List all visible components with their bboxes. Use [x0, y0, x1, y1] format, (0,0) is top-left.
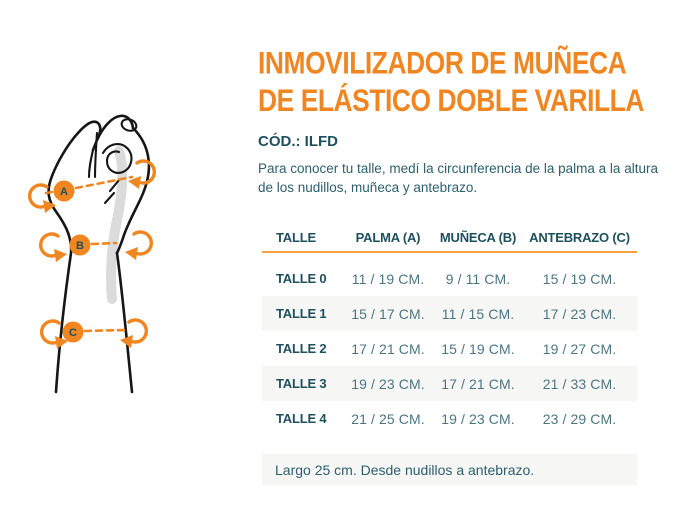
cell-antebrazo: 19 / 27 CM.	[542, 340, 617, 357]
title-line-2: DE ELÁSTICO DOBLE VARILLA	[258, 83, 644, 119]
cell-antebrazo: 23 / 29 CM.	[542, 410, 617, 427]
size-table-header-row	[262, 223, 637, 253]
rotation-arrow-icon	[125, 232, 151, 260]
hand-measurement-illustration	[15, 103, 230, 403]
cell-talle: TALLE 4	[276, 411, 327, 426]
measurement-dashes-c	[85, 330, 126, 331]
size-table-body	[262, 261, 637, 436]
header-muneca: MUÑECA (B)	[439, 229, 517, 245]
table-row	[262, 331, 637, 366]
product-code: CÓD.: ILFD	[258, 133, 338, 150]
marker-a-label: A	[60, 186, 68, 198]
marker-c-label: C	[69, 327, 77, 339]
cell-talle: TALLE 0	[276, 271, 327, 286]
cell-talle: TALLE 1	[276, 306, 327, 321]
cell-antebrazo: 21 / 33 CM.	[542, 375, 617, 392]
cell-muneca: 11 / 15 CM.	[441, 305, 515, 322]
length-note: Largo 25 cm. Desde nudillos a antebrazo.	[262, 454, 637, 485]
header-antebrazo: ANTEBRAZO (C)	[529, 229, 630, 245]
cell-muneca: 17 / 21 CM.	[441, 375, 515, 392]
table-row	[262, 366, 637, 401]
cell-talle: TALLE 3	[276, 376, 327, 391]
measurement-b	[41, 232, 152, 262]
table-row	[262, 401, 637, 436]
header-palma: PALMA (A)	[355, 229, 421, 245]
cell-muneca: 15 / 19 CM.	[441, 340, 515, 357]
page-title	[258, 45, 644, 121]
cell-muneca: 9 / 11 CM.	[445, 270, 511, 287]
rotation-arrow-icon	[41, 234, 67, 262]
cell-palma: 11 / 19 CM.	[351, 270, 425, 287]
size-table	[262, 223, 637, 436]
cell-antebrazo: 15 / 19 CM.	[542, 270, 617, 287]
cell-palma: 21 / 25 CM.	[351, 410, 425, 427]
product-info-column	[258, 45, 690, 485]
cell-talle: TALLE 2	[276, 341, 327, 356]
marker-b-label: B	[76, 240, 84, 252]
table-row	[262, 261, 637, 296]
measurement-c	[42, 320, 147, 349]
sizing-instructions: Para conocer tu talle, medí la circunferencia de la palma a la altura de los nudillos, muñeca y antebrazo.	[258, 161, 658, 195]
cell-muneca: 19 / 23 CM.	[441, 410, 515, 427]
measurement-a	[30, 161, 155, 213]
cell-antebrazo: 17 / 23 CM.	[542, 305, 617, 322]
cell-palma: 15 / 17 CM.	[351, 305, 425, 322]
cell-palma: 19 / 23 CM.	[351, 375, 425, 392]
header-talle: TALLE	[276, 229, 316, 245]
rotation-arrow-icon	[30, 185, 56, 213]
rotation-arrow-icon	[128, 161, 154, 189]
title-line-1: INMOVILIZADOR DE MUÑECA	[258, 46, 627, 81]
table-row	[262, 296, 637, 331]
cell-palma: 17 / 21 CM.	[351, 340, 425, 357]
